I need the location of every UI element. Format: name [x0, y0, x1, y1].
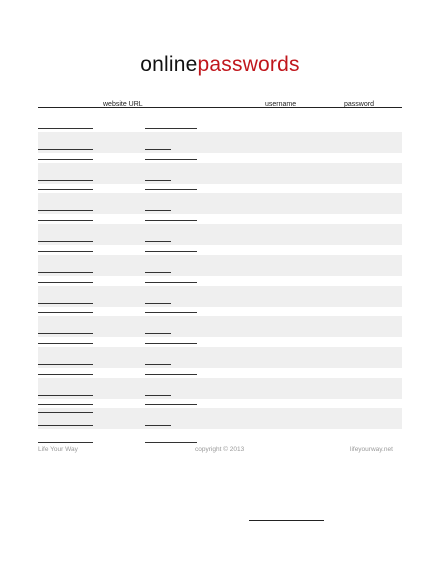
website-line-mid[interactable]	[38, 364, 93, 365]
footer-website: lifeyourway.net	[350, 446, 393, 453]
column-header-password: password	[344, 101, 374, 108]
username-line-short[interactable]	[145, 333, 171, 334]
website-line-top[interactable]	[38, 189, 93, 190]
website-line-mid[interactable]	[38, 149, 93, 150]
website-line-mid[interactable]	[38, 425, 93, 426]
footer-copyright: copyright © 2013	[195, 446, 245, 453]
website-line-top[interactable]	[38, 251, 93, 252]
website-line-mid[interactable]	[38, 241, 93, 242]
website-line-top[interactable]	[38, 412, 93, 413]
website-line-top[interactable]	[38, 220, 93, 221]
username-line-top[interactable]	[145, 312, 197, 313]
page-title	[0, 50, 440, 80]
username-line-top[interactable]	[145, 282, 197, 283]
footer-brand: Life Your Way	[38, 446, 78, 453]
username-line-short[interactable]	[145, 395, 171, 396]
website-line-top[interactable]	[38, 374, 93, 375]
username-line-top[interactable]	[145, 251, 197, 252]
username-line-short[interactable]	[145, 241, 171, 242]
username-line-top[interactable]	[145, 128, 197, 129]
username-line-top[interactable]	[145, 159, 197, 160]
website-line-top[interactable]	[38, 128, 93, 129]
username-line-short[interactable]	[145, 272, 171, 273]
website-line-mid[interactable]	[38, 272, 93, 273]
column-header-username: username	[265, 101, 297, 108]
website-line-mid[interactable]	[38, 333, 93, 334]
column-header-website: website URL	[103, 101, 143, 108]
username-line-short[interactable]	[145, 425, 171, 426]
username-line-short[interactable]	[145, 210, 171, 211]
website-line-mid[interactable]	[38, 210, 93, 211]
title-passwords: passwords	[197, 53, 300, 76]
website-line-mid[interactable]	[38, 303, 93, 304]
website-line-mid[interactable]	[38, 395, 93, 396]
username-line-short[interactable]	[145, 180, 171, 181]
username-line-short[interactable]	[145, 149, 171, 150]
username-line-top[interactable]	[145, 343, 197, 344]
username-line-top[interactable]	[145, 404, 197, 405]
username-line-top[interactable]	[145, 374, 197, 375]
username-line-top[interactable]	[145, 189, 197, 190]
website-line-top[interactable]	[38, 404, 93, 405]
website-line-top[interactable]	[38, 282, 93, 283]
website-line-bottom[interactable]	[38, 442, 93, 443]
website-line-mid[interactable]	[38, 180, 93, 181]
title-online: online	[140, 53, 198, 76]
website-line-top[interactable]	[38, 159, 93, 160]
signature-line	[249, 520, 324, 521]
website-line-top[interactable]	[38, 312, 93, 313]
username-line-short[interactable]	[145, 303, 171, 304]
username-line-bottom[interactable]	[145, 442, 197, 443]
username-line-short[interactable]	[145, 364, 171, 365]
website-line-top[interactable]	[38, 343, 93, 344]
username-line-top[interactable]	[145, 220, 197, 221]
